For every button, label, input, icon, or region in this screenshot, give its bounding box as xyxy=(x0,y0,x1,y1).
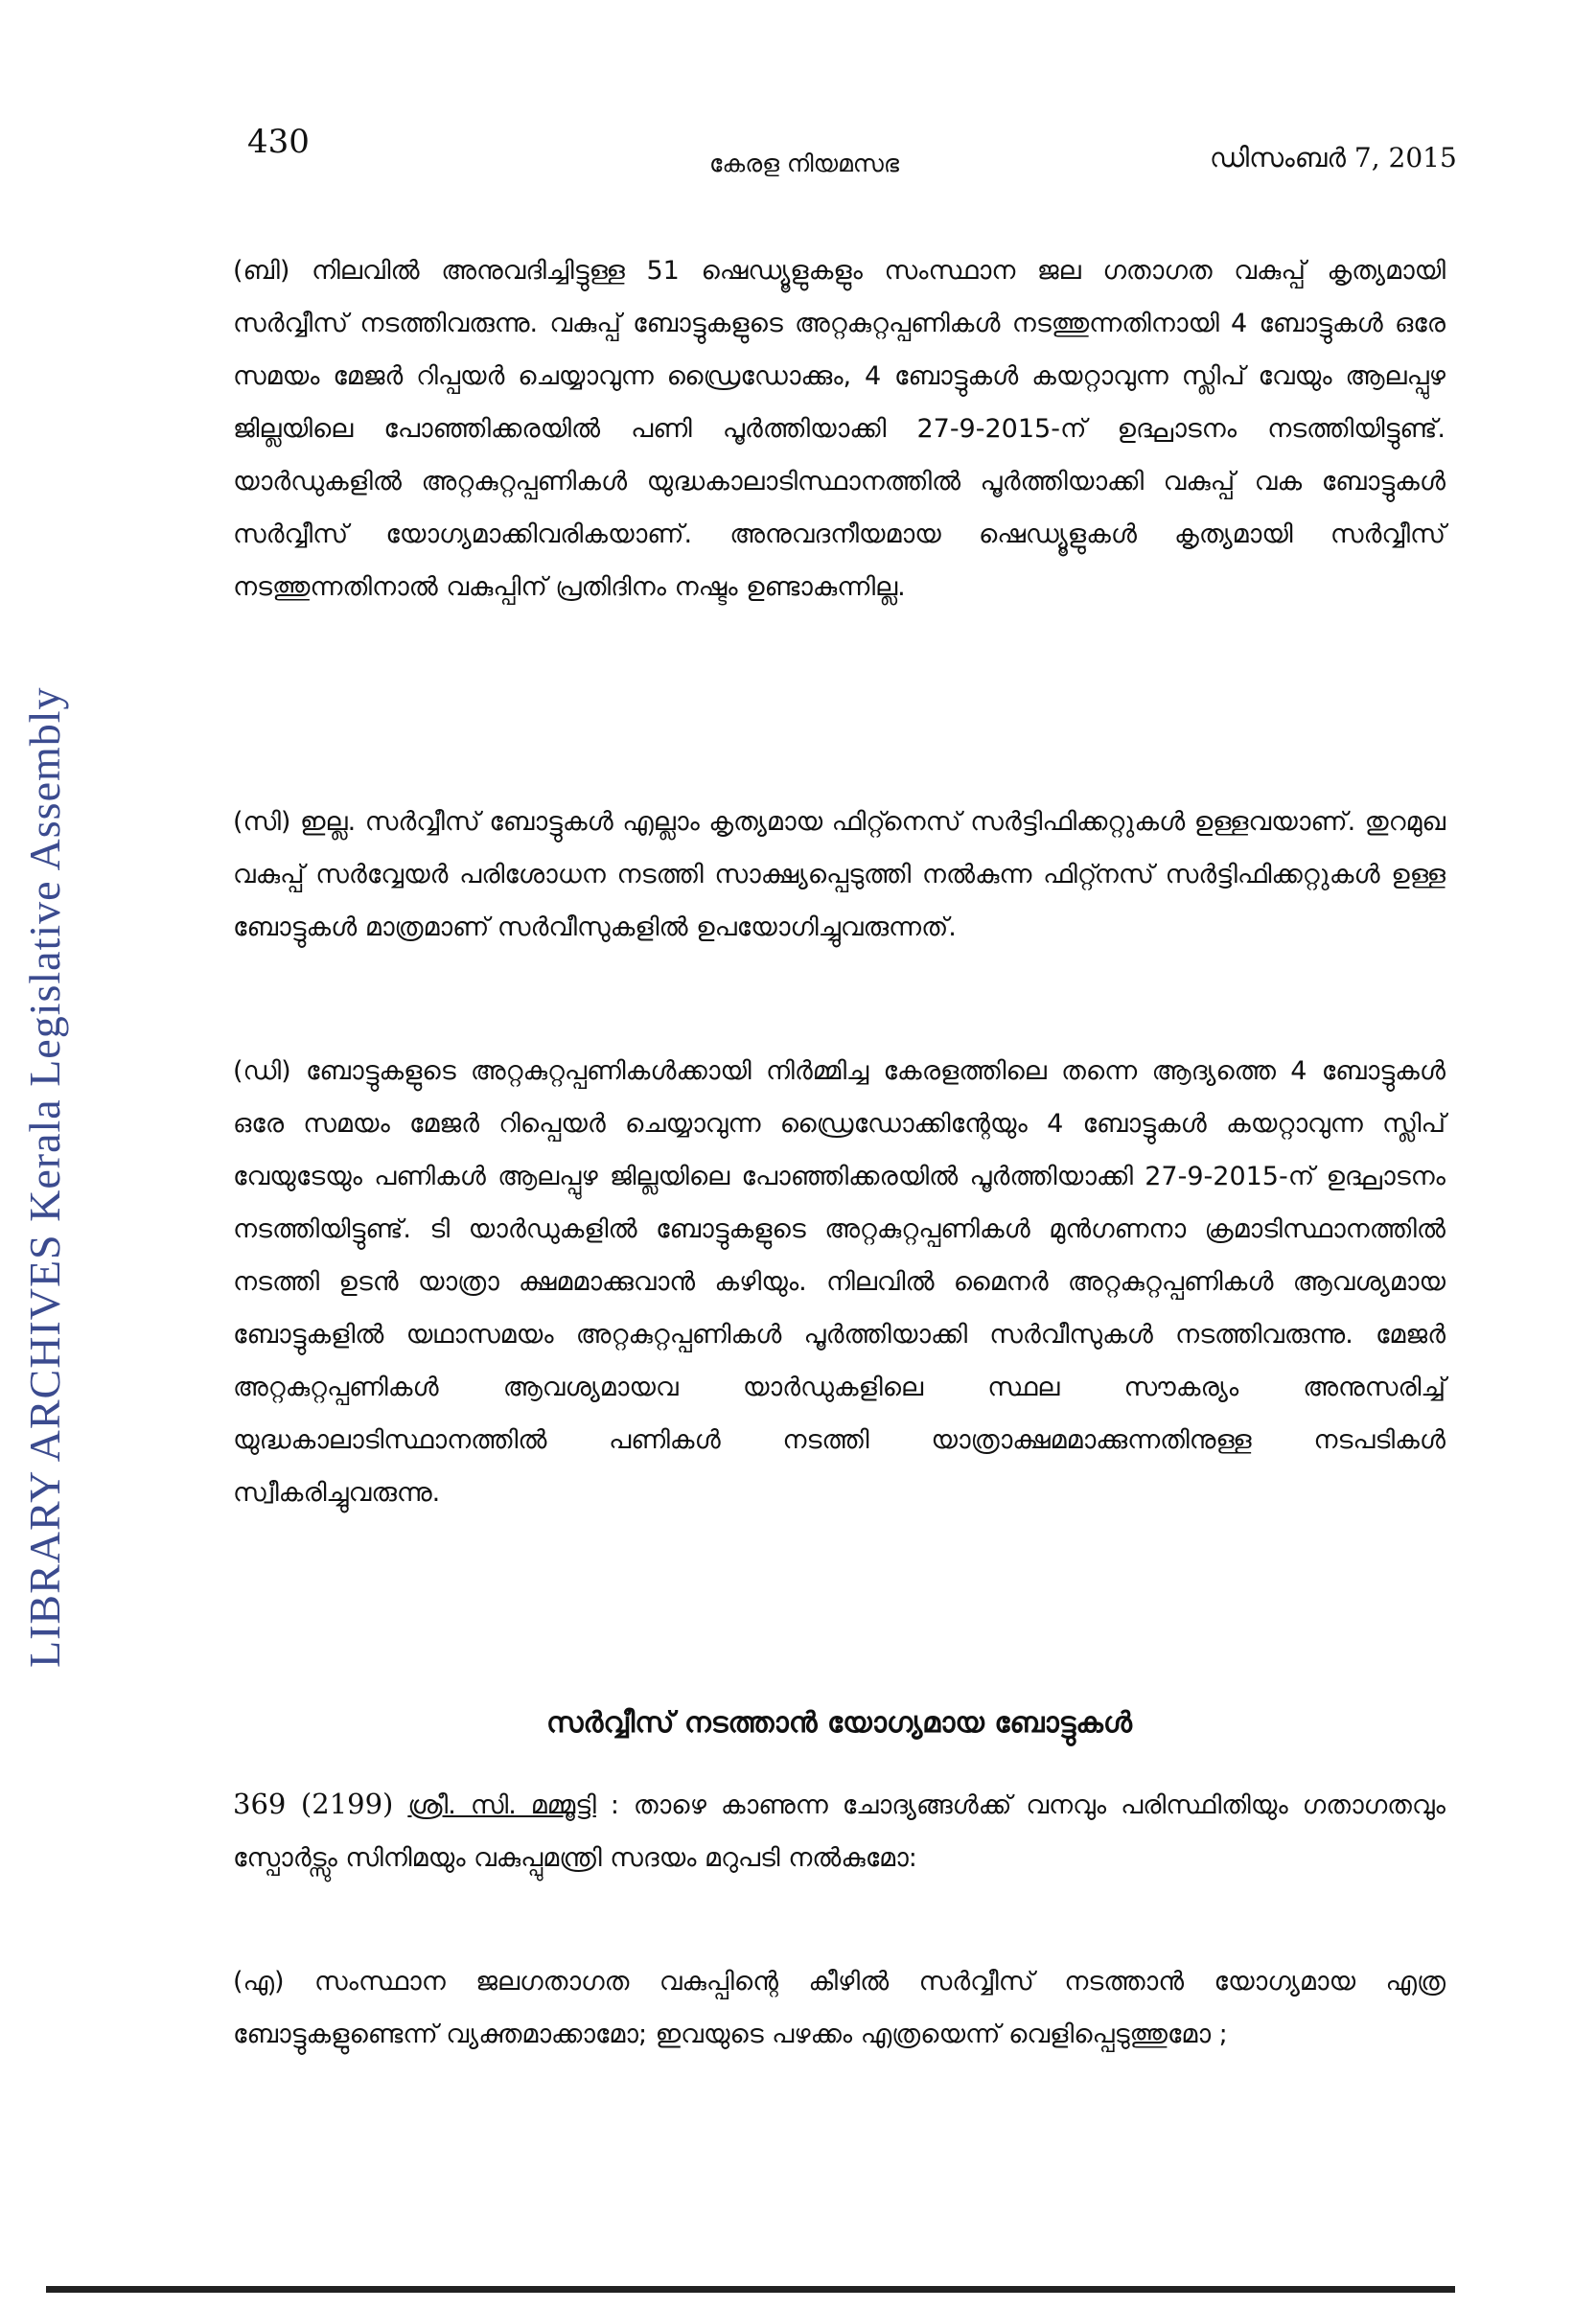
question-intro-text: : താഴെ കാണുന്ന ചോദ്യങ്ങൾക്ക് വനവും പരിസ്ഥിതിയും ഗതാഗതവും സ്പോർട്സും സിനിമയും വകുപ്പുമന്ത്രി സദയം മറുപടി നൽകുമോ: xyxy=(233,1790,1446,1873)
answer-paragraph-c: (സി) ഇല്ല. സർവ്വീസ് ബോട്ടുകൾ എല്ലാം കൃത്യമായ ഫിറ്റ്നെസ് സർട്ടിഫിക്കറ്റുകൾ ഉള്ളവയാണ്. തുറമുഖ വകുപ്പ് സർവ്വേയർ പരിശോധന നടത്തി സാക്ഷ്യപ്പെടുത്തി നൽകുന്ന ഫിറ്റ്നസ് സർട്ടിഫിക്കറ്റുകൾ ഉള്ള ബോട്ടുകൾ മാത്രമാണ് സർവീസുകളിൽ ഉപയോഗിച്ചുവരുന്നത്. xyxy=(233,807,1446,942)
question-intro xyxy=(233,1778,1446,1884)
page-header xyxy=(0,123,1596,199)
answer-paragraph-d: (ഡി) ബോട്ടുകളുടെ അറ്റകുറ്റപ്പണികൾക്കായി നിർമ്മിച്ച കേരളത്തിലെ തന്നെ ആദ്യത്തെ 4 ബോട്ടുകൾ ഒരേ സമയം മേജർ റിപ്പെയർ ചെയ്യാവുന്ന ഡ്രൈഡോക്കിന്റേയും 4 ബോട്ടുകൾ കയറ്റാവുന്ന സ്ലിപ് വേയുടേയും പണികൾ ആലപ്പുഴ ജില്ലയിലെ പോഞ്ഞിക്കരയിൽ പൂർത്തിയാക്കി 27-9-2015-ന് ഉദ്ഘാടനം നടത്തിയിട്ടുണ്ട്. ടി യാർഡുകളിൽ ബോട്ടുകളുടെ അറ്റകുറ്റപ്പണികൾ മുൻഗണനാ ക്രമാടിസ്ഥാനത്തിൽ നടത്തി ഉടൻ യാത്രാ ക്ഷമമാക്കുവാൻ കഴിയും. നിലവിൽ മൈനർ അറ്റകുറ്റപ്പണികൾ ആവശ്യമായ ബോട്ടുകളിൽ യഥാസമയം അറ്റകുറ്റപ്പണികൾ പൂർത്തിയാക്കി സർവീസുകൾ നടത്തിവരുന്നു. മേജർ അറ്റകുറ്റപ്പണികൾ ആവശ്യമായവ യാർഡുകളിലെ സ്ഥല സൗകര്യം അനുസരിച്ച് യുദ്ധകാലാടിസ്ഥാനത്തിൽ പണികൾ നടത്തി യാത്രാക്ഷമമാക്കുന്നതിനുള്ള നടപടികൾ സ്വീകരിച്ചുവരുന്നു. xyxy=(233,1056,1446,1508)
question-number: 369 (2199) xyxy=(233,1788,394,1820)
question-heading: സർവ്വീസ് നടത്താൻ യോഗ്യമായ ബോട്ടുകൾ xyxy=(545,1706,1133,1740)
page-number: 430 xyxy=(247,123,310,161)
assembly-name: കേരള നിയമസഭ xyxy=(709,150,899,177)
page-date: ഡിസംബർ 7, 2015 xyxy=(1210,142,1457,173)
question-part-a: (എ) സംസ്ഥാന ജലഗതാഗത വകുപ്പിന്റെ കീഴിൽ സർവ്വീസ് നടത്താൻ യോഗ്യമായ എത്ര ബോട്ടുകളുണ്ടെന്ന് വ്യക്തമാക്കാമോ; ഇവയുടെ പഴക്കം എത്രയെന്ന് വെളിപ്പെടുത്തുമോ ; xyxy=(233,1967,1446,2049)
answer-paragraph-b: (ബി) നിലവിൽ അനുവദിച്ചിട്ടുള്ള 51 ഷെഡ്യൂളുകളും സംസ്ഥാന ജല ഗതാഗത വകുപ്പ് കൃത്യമായി സർവ്വീസ് നടത്തിവരുന്നു. വകുപ്പ് ബോട്ടുകളുടെ അറ്റകുറ്റപ്പണികൾ നടത്തുന്നതിനായി 4 ബോട്ടുകൾ ഒരേ സമയം മേജർ റിപ്പയർ ചെയ്യാവുന്ന ഡ്രൈഡോക്കും, 4 ബോട്ടുകൾ കയറ്റാവുന്ന സ്ലിപ് വേയും ആലപ്പുഴ ജില്ലയിലെ പോഞ്ഞിക്കരയിൽ പണി പൂർത്തിയാക്കി 27-9-2015-ന് ഉദ്ഘാടനം നടത്തിയിട്ടുണ്ട്. യാർഡുകളിൽ അറ്റകുറ്റപ്പണികൾ യുദ്ധകാലാടിസ്ഥാനത്തിൽ പൂർത്തിയാക്കി വകുപ്പ് വക ബോട്ടുകൾ സർവ്വീസ് യോഗ്യമാക്കിവരികയാണ്. അനുവദനീയമായ ഷെഡ്യൂളുകൾ കൃത്യമായി സർവ്വീസ് നടത്തുന്നതിനാൽ വകുപ്പിന് പ്രതിദിനം നഷ്ടം ഉണ്ടാകുന്നില്ല. xyxy=(233,256,1446,602)
bottom-rule xyxy=(46,2286,1455,2293)
archive-watermark: LIBRARY ARCHIVES Kerala Legislative Assembly xyxy=(20,686,69,1668)
member-name: ശ്രീ. സി. മമ്മൂട്ടി xyxy=(407,1790,596,1820)
